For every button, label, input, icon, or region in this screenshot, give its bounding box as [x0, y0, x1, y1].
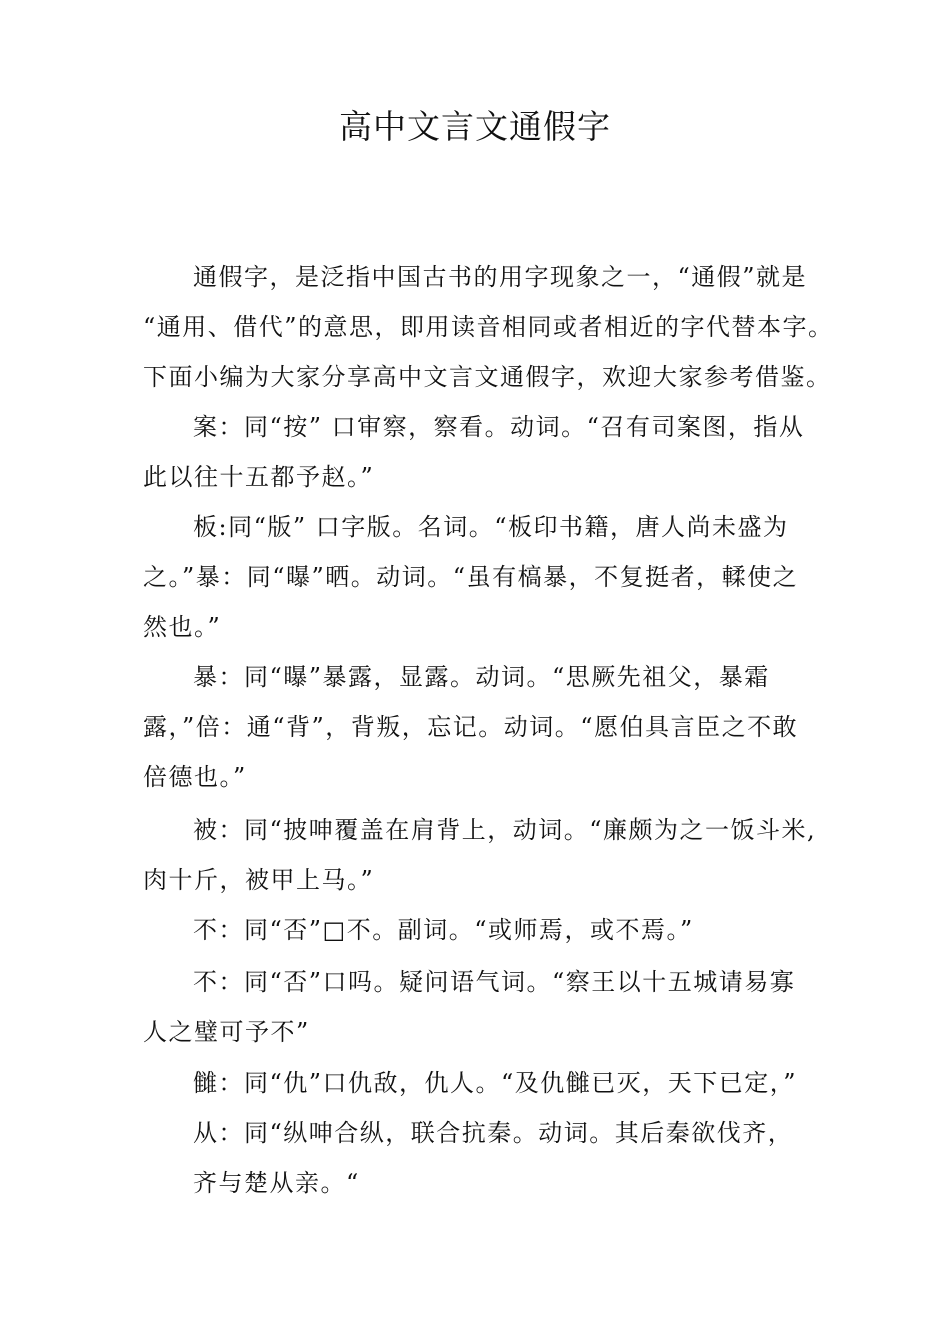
body-line: 不：同“否”□不。副词。“或师焉，或不焉。”: [193, 916, 694, 944]
body-line: 齐与楚从亲。“: [193, 1169, 360, 1197]
body-line: 倍德也。”: [143, 763, 247, 791]
body-line: 此以往十五都予赵。”: [143, 463, 375, 491]
body-line: 下面小编为大家分享高中文言文通假字，欢迎大家参考借鉴。: [143, 363, 832, 391]
body-line: 露，”倍：通“背”，背叛，忘记。动词。“愿伯具言臣之不敢: [143, 713, 799, 741]
body-line: 从：同“纵呻合纵，联合抗秦。动词。其后秦欲伐齐，: [193, 1119, 794, 1147]
body-line: 人之璧可予不”: [143, 1018, 310, 1046]
body-line: 板:同“版” 口字版。名词。“板印书籍，唐人尚未盛为: [193, 513, 789, 541]
body-line: 然也。”: [143, 613, 222, 641]
body-line: 不：同“否”口吗。疑问语气词。“察王以十五城请易寡: [193, 968, 796, 996]
body-line: 之。”暴：同“曝”晒。动词。“虽有槁暴，不复挺者，輮使之: [143, 563, 799, 591]
body-line: 案：同“按” 口审察，察看。动词。“召有司案图，指从: [193, 413, 805, 441]
body-line: 雠：同“仇”口仇敌，仇人。“及仇雠已灭，天下已定，”: [193, 1069, 798, 1097]
body-line: 暴：同“曝”暴露，显露。动词。“思厥先祖父，暴霜: [193, 663, 770, 691]
document-title: 高中文言文通假字: [339, 107, 611, 146]
body-line: 通假字，是泛指中国古书的用字现象之一，“通假”就是: [193, 263, 808, 291]
body-line: 肉十斤，被甲上马。”: [143, 866, 375, 894]
body-line: “通用、借代”的意思，即用读音相同或者相近的字代替本字。: [143, 313, 834, 341]
body-line: 被：同“披呻覆盖在肩背上，动词。“廉颇为之一饭斗米,: [193, 816, 817, 844]
